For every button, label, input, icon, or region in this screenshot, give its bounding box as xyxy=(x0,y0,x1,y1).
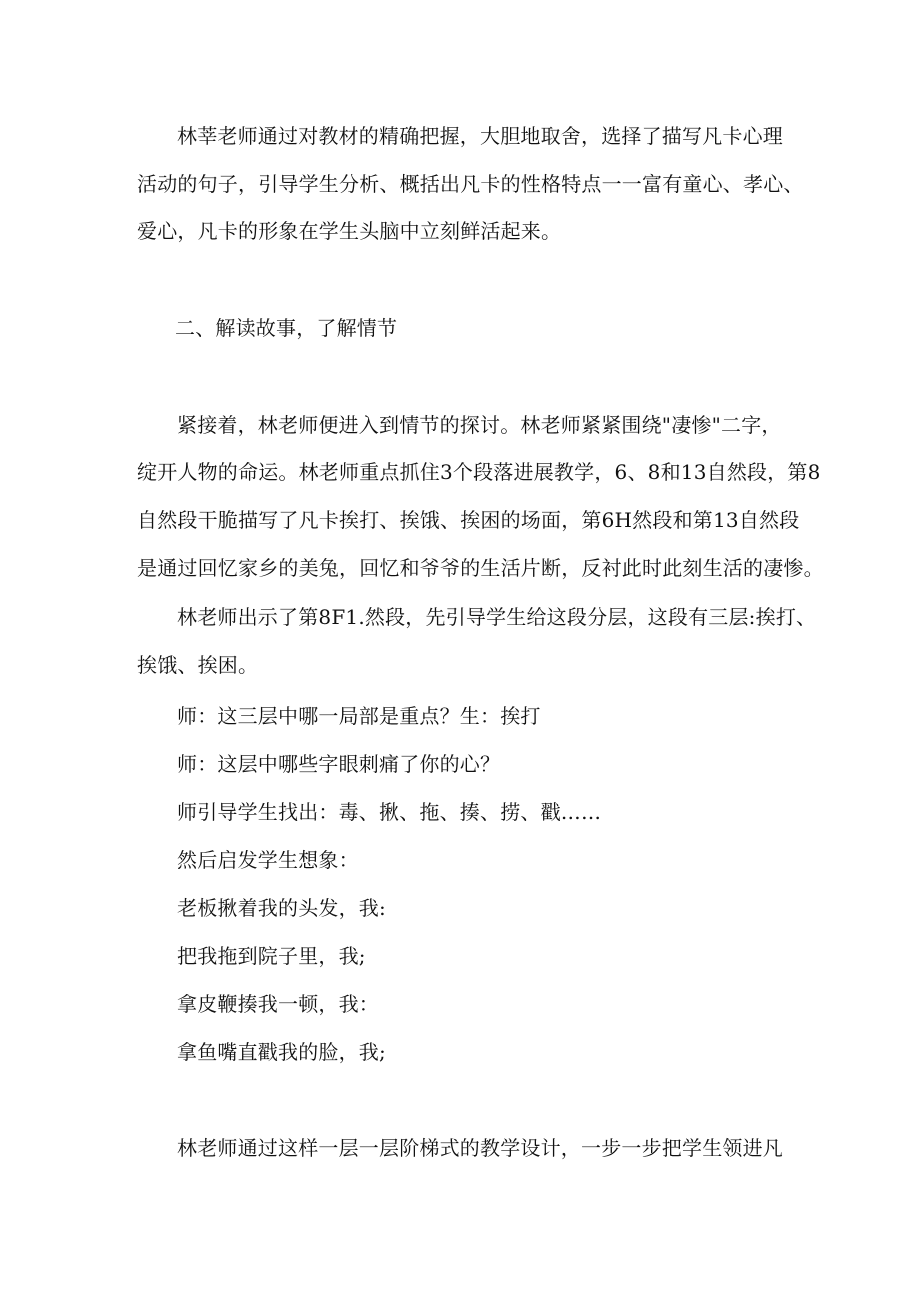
dialogue-line-8: 拿鱼嘴直戳我的脸，我; xyxy=(177,1040,386,1064)
paragraph-2-line-4: 是通过回忆家乡的美兔，回忆和爷爷的生活片断，反衬此时此刻生活的凄惨。 xyxy=(137,556,824,580)
dialogue-line-1: 师：这三层中哪一局部是重点？生：挨打 xyxy=(177,704,541,728)
paragraph-2-line-1: 紧接着，林老师便进入到情节的探讨。林老师紧紧围绕"凄惨"二字， xyxy=(177,413,782,437)
dialogue-line-5: 老板揪着我的头发，我: xyxy=(177,896,386,920)
paragraph-1-line-2: 活动的句子，引导学生分析、概括出凡卡的性格特点一一富有童心、孝心、 xyxy=(137,172,804,196)
paragraph-1-line-3: 爱心，凡卡的形象在学生头脑中立刻鲜活起来。 xyxy=(137,219,562,243)
dialogue-line-3: 师引导学生找出：毒、揪、拖、揍、捞、戳…… xyxy=(177,800,602,824)
paragraph-2-line-3: 自然段干脆描写了凡卡挨打、挨饿、挨困的场面，第6H然段和第13自然段 xyxy=(137,508,800,532)
dialogue-line-2: 师：这层中哪些字眼刺痛了你的心？ xyxy=(177,752,501,776)
section-heading-2: 二、解读故事，了解情节 xyxy=(175,316,398,340)
dialogue-line-7: 拿皮鞭揍我一顿，我： xyxy=(177,992,379,1016)
paragraph-4-line-1: 林老师通过这样一层一层阶梯式的教学设计，一步一步把学生领进凡 xyxy=(177,1136,783,1160)
dialogue-line-6: 把我拖到院子里，我; xyxy=(177,944,366,968)
paragraph-1-line-1: 林莘老师通过对教材的精确把握，大胆地取舍，选择了描写凡卡心理 xyxy=(177,124,783,148)
dialogue-line-4: 然后启发学生想象： xyxy=(177,848,359,872)
paragraph-3-line-2: 挨饿、挨困。 xyxy=(137,653,259,677)
paragraph-3-line-1: 林老师出示了第8F1.然段，先引导学生给这段分层，这段有三层:挨打、 xyxy=(177,605,817,629)
paragraph-2-line-2: 绽开人物的命运。林老师重点抓住3个段落进展教学，6、8和13自然段，第8 xyxy=(137,460,821,484)
